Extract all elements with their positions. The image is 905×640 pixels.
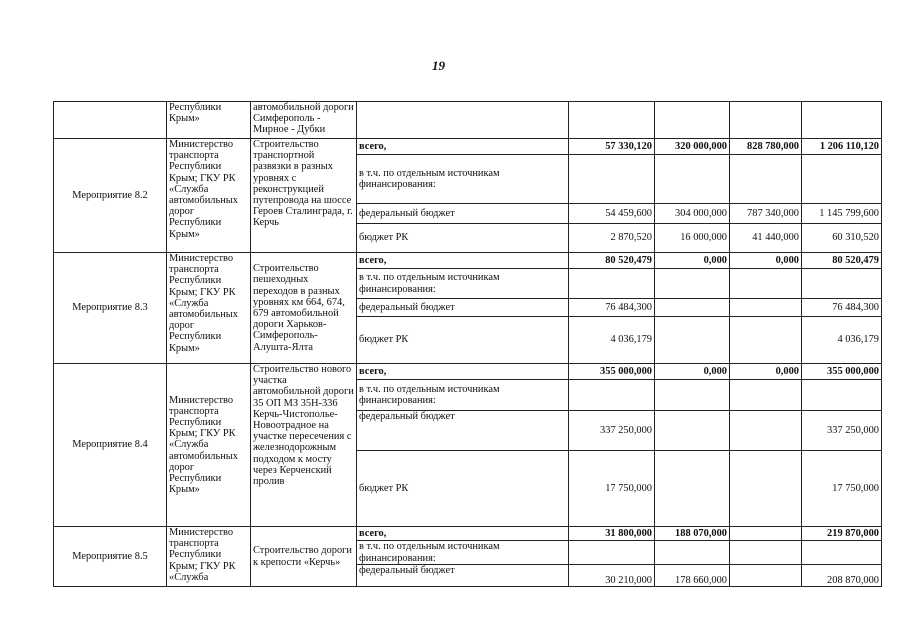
amount-cell: 0,000 [730, 364, 802, 380]
amount-cell: 1 145 799,600 [802, 204, 882, 224]
amount-cell [655, 269, 730, 299]
source-label: федеральный бюджет [357, 299, 569, 317]
event-cell [54, 102, 167, 139]
source-label: федеральный бюджет [357, 411, 569, 451]
total-label: всего, [357, 139, 569, 155]
amount-cell [730, 299, 802, 317]
amount-cell: 787 340,000 [730, 204, 802, 224]
executor-cell: Республики Крым» [167, 102, 251, 139]
amount-cell [569, 269, 655, 299]
amount-cell: 188 070,000 [655, 527, 730, 541]
amount-cell [730, 380, 802, 411]
amount-cell: 304 000,000 [655, 204, 730, 224]
object-cell: Строительство пешеходных переходов в разных уровнях км 664, 674, 679 автомобильной дороги Харьков-Симферополь-Алушта-Ялта [251, 253, 357, 364]
amount-cell [569, 102, 655, 139]
amount-cell [802, 155, 882, 204]
amount-cell: 17 750,000 [802, 451, 882, 527]
amount-cell: 4 036,179 [802, 317, 882, 364]
object-cell: Строительство нового участка автомобильной дороги 35 ОП МЗ 35Н-336 Керчь-Чистополье-Новоотрадное на участке пересечения с железнодорожным подходом к мосту через Керченский пролив [251, 364, 357, 527]
amount-cell [655, 317, 730, 364]
amount-cell [730, 541, 802, 565]
amount-cell [802, 269, 882, 299]
amount-cell [569, 380, 655, 411]
amount-cell: 0,000 [655, 364, 730, 380]
source-label: федеральный бюджет [357, 565, 569, 587]
event-label: Мероприятие 8.2 [54, 139, 167, 253]
amount-cell [655, 155, 730, 204]
amount-cell: 355 000,000 [802, 364, 882, 380]
source-label: федеральный бюджет [357, 204, 569, 224]
total-label: всего, [357, 364, 569, 380]
executor-cell: Министерство транспорта Республики Крым; ГКУ РК «Служба автомобильных дорог Республики Крым» [167, 139, 251, 253]
amount-cell: 57 330,120 [569, 139, 655, 155]
amount-cell [802, 541, 882, 565]
object-cell: автомобильной дороги Симферополь - Мирное - Дубки [251, 102, 357, 139]
amount-cell [655, 380, 730, 411]
amount-cell [730, 411, 802, 451]
amount-cell: 1 206 110,120 [802, 139, 882, 155]
source-label: в т.ч. по отдельным источникам финансирования: [357, 541, 569, 565]
source-cell [357, 102, 569, 139]
amount-cell [730, 102, 802, 139]
amount-cell: 208 870,000 [802, 565, 882, 587]
amount-cell [730, 269, 802, 299]
amount-cell [730, 527, 802, 541]
source-label: в т.ч. по отдельным источникам финансирования: [357, 155, 569, 204]
executor-cell: Министерство транспорта Республики Крым; ГКУ РК «Служба автомобильных дорог Республики Крым» [167, 253, 251, 364]
amount-cell [569, 541, 655, 565]
amount-cell: 4 036,179 [569, 317, 655, 364]
table-row [54, 253, 882, 269]
object-cell: Строительство дороги к крепости «Керчь» [251, 527, 357, 587]
amount-cell [730, 317, 802, 364]
amount-cell [802, 380, 882, 411]
amount-cell: 0,000 [655, 253, 730, 269]
table-row [54, 364, 882, 380]
source-label: бюджет РК [357, 317, 569, 364]
amount-cell: 60 310,520 [802, 224, 882, 253]
amount-cell: 80 520,479 [802, 253, 882, 269]
amount-cell: 31 800,000 [569, 527, 655, 541]
amount-cell: 219 870,000 [802, 527, 882, 541]
amount-cell: 828 780,000 [730, 139, 802, 155]
amount-cell: 17 750,000 [569, 451, 655, 527]
amount-cell: 337 250,000 [569, 411, 655, 451]
source-label: в т.ч. по отдельным источникам финансирования: [357, 269, 569, 299]
amount-cell: 2 870,520 [569, 224, 655, 253]
amount-cell: 80 520,479 [569, 253, 655, 269]
event-label: Мероприятие 8.5 [54, 527, 167, 587]
page-number: 19 [432, 58, 445, 73]
event-label: Мероприятие 8.3 [54, 253, 167, 364]
executor-cell: Министерство транспорта Республики Крым; ГКУ РК «Служба [167, 527, 251, 587]
total-label: всего, [357, 253, 569, 269]
amount-cell: 0,000 [730, 253, 802, 269]
amount-cell [730, 155, 802, 204]
amount-cell [730, 565, 802, 587]
amount-cell: 355 000,000 [569, 364, 655, 380]
table-row [54, 139, 882, 155]
source-label: бюджет РК [357, 224, 569, 253]
amount-cell [802, 102, 882, 139]
amount-cell: 16 000,000 [655, 224, 730, 253]
object-cell: Строительство транспортной развязки в разных уровнях с реконструкцией путепровода на шоссе Героев Сталинграда, г. Керчь [251, 139, 357, 253]
amount-cell: 30 210,000 [569, 565, 655, 587]
executor-cell: Министерство транспорта Республики Крым; ГКУ РК «Служба автомобильных дорог Республики Крым» [167, 364, 251, 527]
total-label: всего, [357, 527, 569, 541]
budget-table [53, 101, 882, 587]
amount-cell: 337 250,000 [802, 411, 882, 451]
amount-cell [730, 451, 802, 527]
source-label: в т.ч. по отдельным источникам финансирования: [357, 380, 569, 411]
amount-cell: 320 000,000 [655, 139, 730, 155]
amount-cell: 41 440,000 [730, 224, 802, 253]
amount-cell: 54 459,600 [569, 204, 655, 224]
amount-cell [655, 541, 730, 565]
table-row [54, 527, 882, 541]
table-row [54, 102, 882, 139]
amount-cell: 178 660,000 [655, 565, 730, 587]
amount-cell: 76 484,300 [569, 299, 655, 317]
amount-cell [569, 155, 655, 204]
amount-cell [655, 411, 730, 451]
amount-cell [655, 102, 730, 139]
source-label: бюджет РК [357, 451, 569, 527]
amount-cell [655, 299, 730, 317]
event-label: Мероприятие 8.4 [54, 364, 167, 527]
amount-cell [655, 451, 730, 527]
amount-cell: 76 484,300 [802, 299, 882, 317]
